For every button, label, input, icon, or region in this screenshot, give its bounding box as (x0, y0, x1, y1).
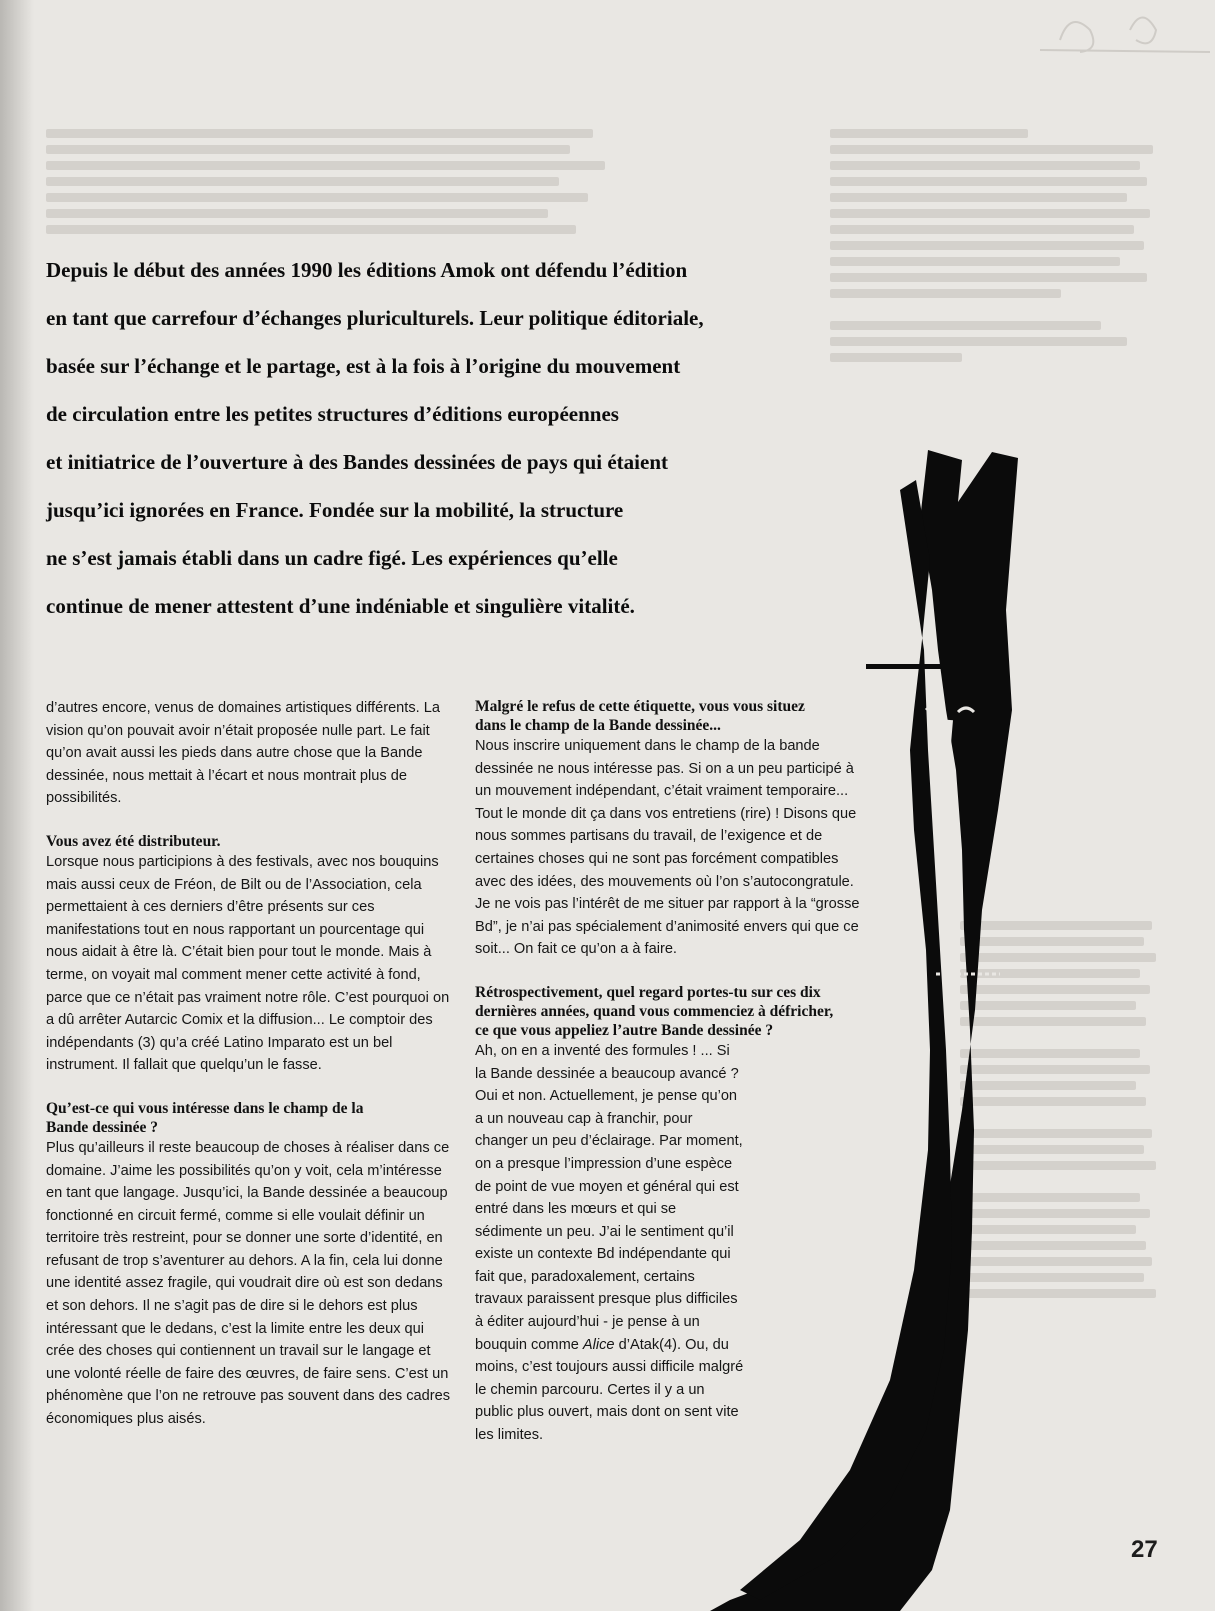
book-title: Alice (582, 1336, 615, 1353)
body-paragraph: d’autres encore, venus de domaines artistiques différents. La vision qu’on pouvait avoir n’était proposée nulle part. Le fait qu’on avait aussi les pieds dans autre chose que la Bande dessinée, nous mettait à l’écart et nous montrait plus de possibilités. (46, 700, 440, 807)
interview-question: Rétrospectivement, quel regard portes-tu sur ces dix dernières années, quand vous commenciez à défricher, ce que vous appeliez l’autre Bande dessinée ? (475, 983, 834, 1039)
brush-stroke (710, 450, 1018, 1611)
intro-line: continue de mener attestent d’une indéniable et singulière vitalité. (46, 594, 635, 618)
bleed-through-right (830, 78, 1160, 458)
intro-line: basée sur l’échange et le partage, est à la fois à l’origine du mouvement (46, 354, 681, 378)
intro-line: et initiatrice de l’ouverture à des Bandes dessinées de pays qui étaient (46, 450, 669, 474)
brush-stroke (740, 480, 952, 1600)
intro-line: ne s’est jamais établi dans un cadre figé. Les expériences qu’elle (46, 546, 618, 570)
page-gutter-shadow (0, 0, 34, 1611)
bleed-through-left (46, 78, 616, 238)
intro-line: Depuis le début des années 1990 les éditions Amok ont défendu l’édition (46, 258, 688, 282)
interview-question: Malgré le refus de cette étiquette, vous vous situez dans le champ de la Bande dessinée... (475, 698, 805, 734)
intro-line: jusqu’ici ignorées en France. Fondée sur la mobilité, la structure (46, 498, 624, 522)
hat-brim-stroke (866, 664, 994, 669)
interview-question: Qu’est-ce qui vous intéresse dans le champ de la Bande dessinée ? (46, 1099, 364, 1136)
answer-text: Ah, on en a inventé des formules ! ... Si la Bande dessinée a beaucoup avancé ? Oui et non. Actuellement, je pense qu’on a un nouveau cap à franchir, pour changer un peu d’éclairage. Par moment, on a presque l’impression d’une espèce de point de vue moyen et général qui est entré dans les mœurs et qui se sédimente un peu. J’ai le sentiment qu’il existe un contexte Bd indépendante qui fait que, paradoxalement, certains travaux paraissent presque plus difficiles à éditer aujourd’hui - je pense à un bouquin comme (475, 1042, 743, 1353)
intro-paragraph (46, 246, 806, 630)
text-column-left (46, 697, 454, 1431)
interview-answer: Nous inscrire uniquement dans le champ de la bande dessinée ne nous intéresse pas. Si on a un peu participé à un mouvement indépendant, c’était vraiment temporaire... Tout le monde dit ça dans vos entretiens (rire) ! Disons que nous sommes partisans du travail, de l’exigence et de certaines choses qui ne sont pas forcément compatibles avec des idées, des mouvements où l’on s’autocongratule. Je ne vois pas l’intérêt de me situer par rapport à la “grosse Bd”, je n’ai pas spécialement d’animosité envers qui que ce soit... On fait ce qu’on a à faire. (475, 738, 860, 958)
nose-highlight (944, 720, 954, 930)
interview-answer: Plus qu’ailleurs il reste beaucoup de choses à réaliser dans ce domaine. J’aime les possibilités qu’on y voit, cela m’intéresse en tant que langage. Jusqu’ici, la Bande dessinée a beaucoup fonctionné en circuit fermé, comme si elle voulait définir un territoire très restreint, pour se donner une sorte d’identité, en refusant de trop s’aventurer au dehors. A la fin, cela lui donne une identité assez fragile, qui voudrait dire où est son dedans et son dehors. Il ne s’agit pas de dire si le dehors est plus intéressant que le dedans, c’est la limite entre les deux qui crée des choses qui contiennent un travail sur le langage et une volonté réelle de faire des œuvres, de faire sens. C’est un phénomène que l’on ne retrouve pas souvent dans des cadres économiques plus aisés. (46, 1139, 451, 1428)
bleed-through-sketch (1030, 0, 1215, 60)
intro-line: en tant que carrefour d’échanges pluriculturels. Leur politique éditoriale, (46, 306, 704, 330)
brush-figure-illustration (700, 450, 1180, 1611)
eye-left (926, 706, 942, 710)
interview-answer: Lorsque nous participions à des festivals, avec nos bouquins mais aussi ceux de Fréon, de Bilt ou de l’Association, cela permettaient à ces derniers d’être présents sur ces manifestations tout en nous rapportant un pourcentage qui nous aidait à être là. C’était bien pour tout le monde. Mais à terme, on voyait mal comment mener cette activité à fond, parce que ce n’était pas vraiment notre rôle. C’est pourquoi on a dû arrêter Autarcic Comix et la diffusion... Le comptoir des indépendants (3) qu’a créé Latino Imparato est un bel instrument. Il fallait que quelqu’un le fasse. (46, 853, 450, 1074)
answer-text: d’Atak(4). Ou, du moins, c’est toujours aussi difficile malgré le chemin parcouru. Certes il y a un public plus ouvert, mais dont on sent vite les limites. (475, 1336, 744, 1444)
intro-line: de circulation entre les petites structures d’éditions européennes (46, 402, 619, 426)
interview-question: Vous avez été distributeur. (46, 832, 221, 850)
page-number: 27 (1131, 1536, 1158, 1563)
